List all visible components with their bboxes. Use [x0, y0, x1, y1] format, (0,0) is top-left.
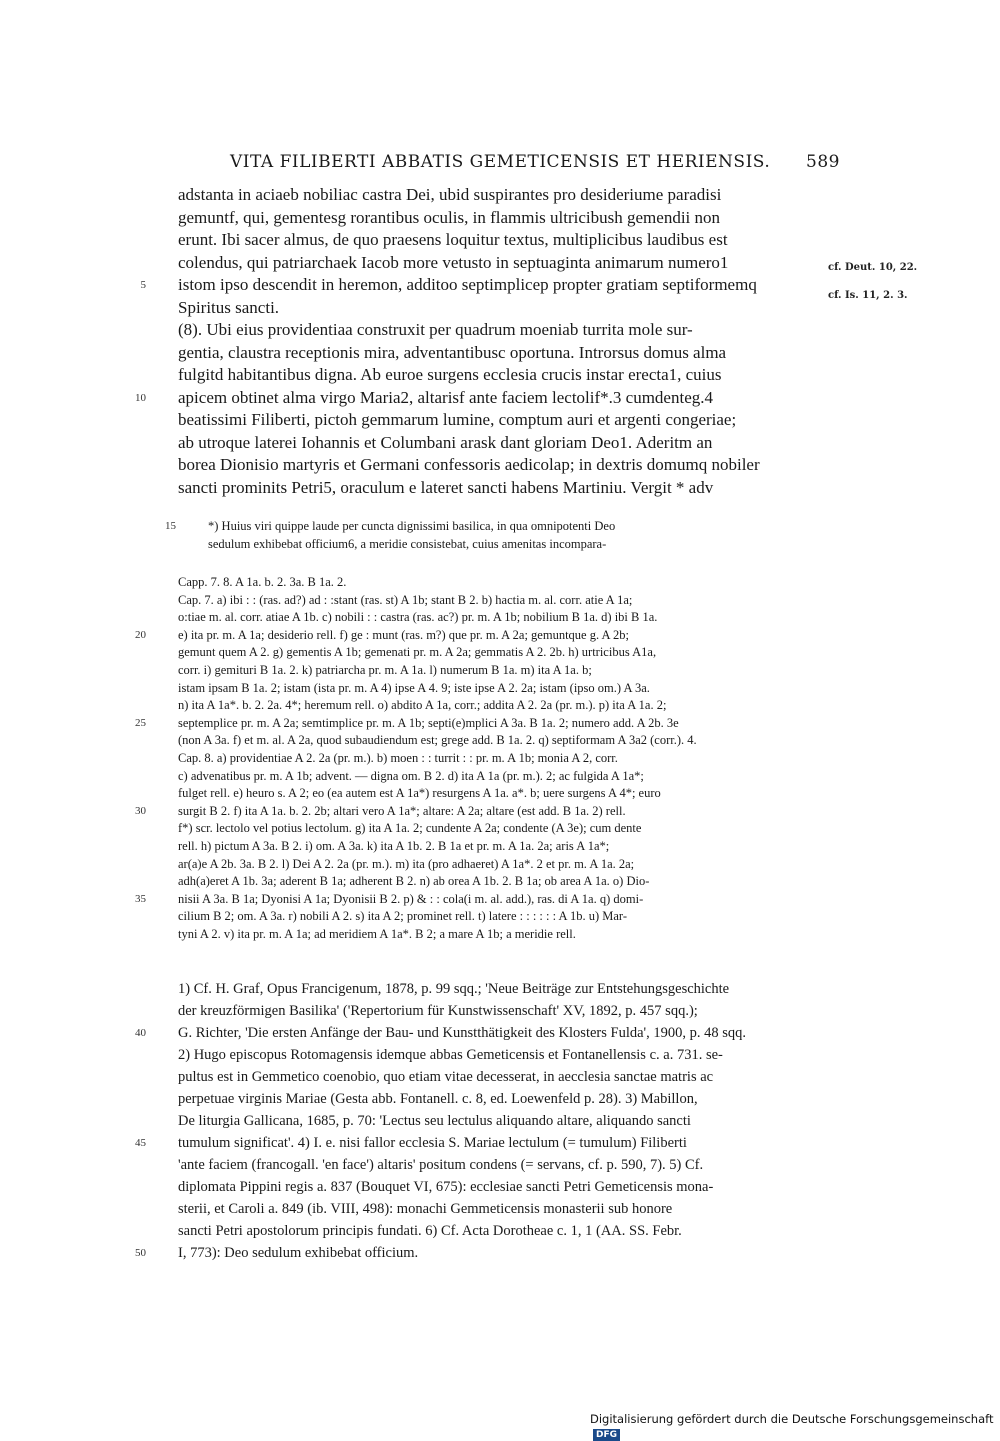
apparatus-text: n) ita A 1a*. b. 2. 2a. 4*; heremum rell. o) abdito A 1a, corr.; addita A 2. 2a (pr. m.). p) ita A 1a. 2; — [178, 698, 667, 713]
page-number: 589 — [806, 152, 840, 172]
main-text: colendus, qui patriarchaek Iacob more vetusto in septuaginta animarum numero1 — [178, 252, 729, 272]
note-line — [135, 1132, 818, 1154]
line-number: 5 — [140, 279, 146, 291]
main-text — [135, 184, 818, 499]
main-line — [178, 229, 818, 252]
apparatus-line — [178, 750, 818, 768]
star-footnote-text: *) Huius viri quippe laude per cuncta dignissimi basilica, in qua omnipotenti Deo — [208, 519, 616, 533]
note-text: sancti Petri apostolorum principis fundati. 6) Cf. Acta Dorotheae c. 1, 1 (AA. SS. Febr. — [178, 1223, 682, 1239]
apparatus-line — [135, 715, 818, 733]
apparatus-line — [178, 908, 818, 926]
apparatus-line — [178, 574, 818, 592]
apparatus-line — [178, 820, 818, 838]
apparatus-text: nisii A 3a. B 1a; Dyonisi A 1a; Dyonisii B 2. p) & : : cola(i m. al. add.), ras. di A 1a. q) domi- — [178, 891, 644, 906]
main-text: Spiritus sancti. — [178, 297, 280, 317]
note-line — [178, 1110, 818, 1132]
star-footnote-line — [165, 518, 848, 536]
note-line — [178, 1000, 818, 1022]
main-line — [178, 454, 818, 477]
note-text: 2) Hugo episcopus Rotomagensis idemque abbas Gemeticensis et Fontanellensis c. a. 731. se- — [178, 1047, 723, 1063]
apparatus-line — [178, 856, 818, 874]
main-text: gemuntf, qui, gementesg rorantibus oculis, in flammis ultricibush gemendii non — [178, 207, 721, 227]
apparatus-line — [178, 644, 818, 662]
main-text: apicem obtinet alma virgo Maria2, altarisf ante faciem lectolif*.3 cumdenteg.4 — [178, 387, 713, 407]
main-text: gentia, claustra receptionis mira, adventantibusc oportuna. Introrsus domus alma — [178, 342, 727, 362]
apparatus-text: (non A 3a. f) et m. al. A 2a, quod subaudiendum est; grege add. B 1a. 2. q) septiformam A 3a2 (corr.). 4. — [178, 733, 697, 748]
apparatus-text: septemplice pr. m. A 2a; semtimplice pr. m. A 1b; septi(e)mplici A 3a. B 1a. 2; numero add. A 2b. 3e — [178, 715, 679, 730]
apparatus-line — [178, 697, 818, 715]
line-number: 15 — [165, 520, 176, 532]
apparatus-text: ar(a)e A 2b. 3a. B 2. l) Dei A 2. 2a (pr. m.). m) ita (pro adhaeret) A 1a*. 2 et pr. m. A 1a. 2a; — [178, 856, 635, 871]
note-line — [178, 1088, 818, 1110]
apparatus-text: tyni A 2. v) ita pr. m. A 1a; ad meridiem A 1a*. B 2; a mare A 1b; a meridie rell. — [178, 926, 576, 941]
star-footnote — [165, 518, 848, 553]
apparatus-line — [178, 662, 818, 680]
note-line — [178, 1220, 818, 1242]
star-footnote-text: sedulum exhibebat officium6, a meridie consistebat, cuius amenitas incompara- — [208, 536, 607, 551]
line-number: 45 — [135, 1137, 146, 1149]
apparatus-line — [178, 680, 818, 698]
apparatus-line — [178, 592, 818, 610]
main-line — [178, 432, 818, 455]
note-line — [178, 978, 818, 1000]
main-line — [178, 207, 818, 230]
main-line — [178, 342, 818, 365]
apparatus-line — [135, 627, 818, 645]
apparatus-text: c) advenatibus pr. m. A 1b; advent. — digna om. B 2. d) ita A 1a (pr. m.). 2; ac fulgida A 1a*; — [178, 768, 644, 783]
line-number: 40 — [135, 1027, 146, 1039]
apparatus-text: Cap. 8. a) providentiae A 2. 2a (pr. m.). b) moen : : turrit : : pr. m. A 1b; monia A 2, corr. — [178, 750, 618, 765]
note-line — [135, 1022, 818, 1044]
note-text: tumulum significat'. 4) I. e. nisi fallor ecclesia S. Mariae lectulum (= tumulum) Filiberti — [178, 1135, 687, 1151]
apparatus-text: Capp. 7. 8. A 1a. b. 2. 3a. B 1a. 2. — [178, 575, 347, 589]
main-line — [178, 409, 818, 432]
apparatus-text: f*) scr. lectolo vel potius lectolum. g) ita A 1a. 2; cundente A 2a; condente (A 3e); cum dente — [178, 821, 642, 836]
note-line — [135, 1242, 818, 1264]
apparatus-line — [135, 803, 818, 821]
star-footnote-line — [208, 536, 848, 554]
line-number: 20 — [135, 628, 146, 641]
note-line — [178, 1198, 818, 1220]
main-text: sancti prominits Petri5, oraculum e lateret sancti habens Martiniu. Vergit * adv — [178, 477, 714, 497]
dfg-logo-badge: DFG — [593, 1429, 620, 1441]
main-text: beatissimi Filiberti, pictoh gemmarum lumine, comptum auri et argenti congeriae; — [178, 410, 737, 429]
note-text: perpetuae virginis Mariae (Gesta abb. Fontanell. c. 8, ed. Loewenfeld p. 28). 3) Mabillon, — [178, 1091, 698, 1107]
note-text: diplomata Pippini regis a. 837 (Bouquet VI, 675): ecclesiae sancti Petri Gemeticensis mona- — [178, 1179, 714, 1195]
main-line — [135, 387, 818, 410]
apparatus-text: corr. i) gemituri B 1a. 2. k) patriarcha pr. m. A 1a. l) numerum B 1a. m) ita A 1a. b; — [178, 662, 592, 677]
main-text: ab utroque laterei Iohannis et Columbani arask dant gloriam Deo1. Aderitm an — [178, 432, 713, 452]
apparatus-line — [178, 609, 818, 627]
apparatus-text: fulget rell. e) heuro s. A 2; eo (ea autem est A 1a*) resurgens A 1a. a*. b; uere surgens A 4*; euro — [178, 786, 661, 801]
apparatus-text: gemunt quem A 2. g) gementis A 1b; gemenati pr. m. A 2a; gemmatis A 2. 2b. h) urtricibus A1a, — [178, 645, 657, 660]
note-line — [178, 1176, 818, 1198]
running-header — [230, 152, 840, 172]
apparatus-line — [178, 838, 818, 856]
apparatus-line — [135, 891, 818, 909]
main-text: adstanta in aciaeb nobiliac castra Dei, ubid suspirantes pro desideriume paradisi — [178, 185, 722, 204]
note-line — [178, 1154, 818, 1176]
note-text: der kreuzförmigen Basilika' ('Repertorium für Kunstwissenschaft' XV, 1892, p. 457 sqq.); — [178, 1003, 698, 1019]
line-number: 25 — [135, 716, 146, 729]
apparatus-line — [178, 926, 818, 944]
apparatus-line — [178, 732, 818, 750]
main-text: borea Dionisio martyris et Germani confessoris aedicolap; in dextris domumq nobiler — [178, 455, 760, 474]
note-text: G. Richter, 'Die ersten Anfänge der Bau- und Kunstthätigkeit des Klosters Fulda', 1900, p. 48 sqq. — [178, 1025, 747, 1041]
apparatus-text: e) ita pr. m. A 1a; desiderio rell. f) ge : munt (ras. m?) que pr. m. A 2a; gemuntque g. A 2b; — [178, 627, 629, 642]
apparatus-text: cilium B 2; om. A 3a. r) nobili A 2. s) ita A 2; prominet rell. t) latere : : : : : : A 1b. u) Mar- — [178, 909, 628, 924]
apparatus-line — [178, 873, 818, 891]
apparatus-text: o:tiae m. al. corr. atiae A 1b. c) nobili : : castra (ras. ac?) pr. m. A 1b; nobilium B 1a. d) ibi B 1a. — [178, 610, 658, 625]
line-number: 10 — [135, 391, 146, 404]
apparatus-line — [178, 768, 818, 786]
apparatus-text: surgit B 2. f) ita A 1a. b. 2. 2b; altari vero A 1a*; altare: A 2a; altare (est add. B 1a. 2) rell. — [178, 803, 626, 818]
line-number: 50 — [135, 1247, 146, 1259]
critical-apparatus — [135, 574, 818, 943]
note-text: sterii, et Caroli a. 849 (ib. VIII, 498): monachi Gemmeticensis monasterii sub honore — [178, 1201, 673, 1217]
main-text: (8). Ubi eius providentiaa construxit per quadrum moeniab turrita mole sur- — [178, 320, 693, 339]
source-notes — [135, 978, 818, 1264]
note-text: 1) Cf. H. Graf, Opus Francigenum, 1878, p. 99 sqq.; 'Neue Beiträge zur Entstehungsgeschichte — [178, 981, 730, 997]
main-line — [178, 477, 818, 500]
apparatus-text: Cap. 7. a) ibi : : (ras. ad?) ad : :stant (ras. st) A 1b; stant B 2. b) hactia m. al. corr. atie A 1a; — [178, 592, 633, 607]
apparatus-line — [178, 785, 818, 803]
note-text: pultus est in Gemmetico coenobio, quo etiam vitae decesserat, in aecclesia sanctae matris ac — [178, 1069, 714, 1085]
main-text: istom ipso descendit in heremon, additoo septimplicep propter gratiam septiformemq — [178, 275, 757, 294]
main-line — [178, 364, 818, 387]
main-line — [178, 184, 818, 207]
main-line — [178, 319, 818, 342]
note-text: 'ante faciem (francogall. 'en face') altaris' positum condens (= servans, cf. p. 590, 7). 5) Cf. — [178, 1157, 704, 1173]
main-line — [140, 274, 818, 297]
main-text: erunt. Ibi sacer almus, de quo praesens loquitur textus, multiplicibus laudibus est — [178, 230, 728, 249]
margin-note-deut: cf. Deut. 10, 22. — [828, 262, 918, 273]
note-text: I, 773): Deo sedulum exhibebat officium. — [178, 1245, 419, 1261]
note-line — [178, 1044, 818, 1066]
footer-text: Digitalisierung gefördert durch die Deutsche Forschungsgemeinschaft — [590, 1412, 994, 1426]
line-number: 35 — [135, 892, 146, 905]
main-text: fulgitd habitantibus digna. Ab euroe surgens ecclesia crucis instar erecta1, cuius — [178, 365, 722, 384]
line-number: 30 — [135, 804, 146, 817]
note-line — [178, 1066, 818, 1088]
margin-note-is: cf. Is. 11, 2. 3. — [828, 290, 908, 301]
note-text: De liturgia Gallicana, 1685, p. 70: 'Lectus seu lectulus aliquando altare, aliquando sancti — [178, 1113, 691, 1129]
running-title: VITA FILIBERTI ABBATIS GEMETICENSIS ET HERIENSIS. — [230, 152, 771, 172]
digitization-footer — [590, 1412, 1000, 1441]
apparatus-text: adh(a)eret A 1b. 3a; aderent B 1a; adherent B 2. n) ab orea A 1b. 2. B 1a; ob area A 1a. o) Dio- — [178, 874, 650, 889]
apparatus-text: istam ipsam B 1a. 2; istam (ista pr. m. A 4) ipse A 4. 9; iste ipse A 2. 2a; istam (ipso om.) A 3a. — [178, 680, 650, 695]
main-line — [178, 252, 818, 275]
main-line — [178, 297, 818, 320]
apparatus-text: rell. h) pictum A 3a. B 2. i) om. A 3a. k) ita A 1b. 2. B 1a et pr. m. A 1a. 2a; aris A 1a*; — [178, 838, 610, 853]
